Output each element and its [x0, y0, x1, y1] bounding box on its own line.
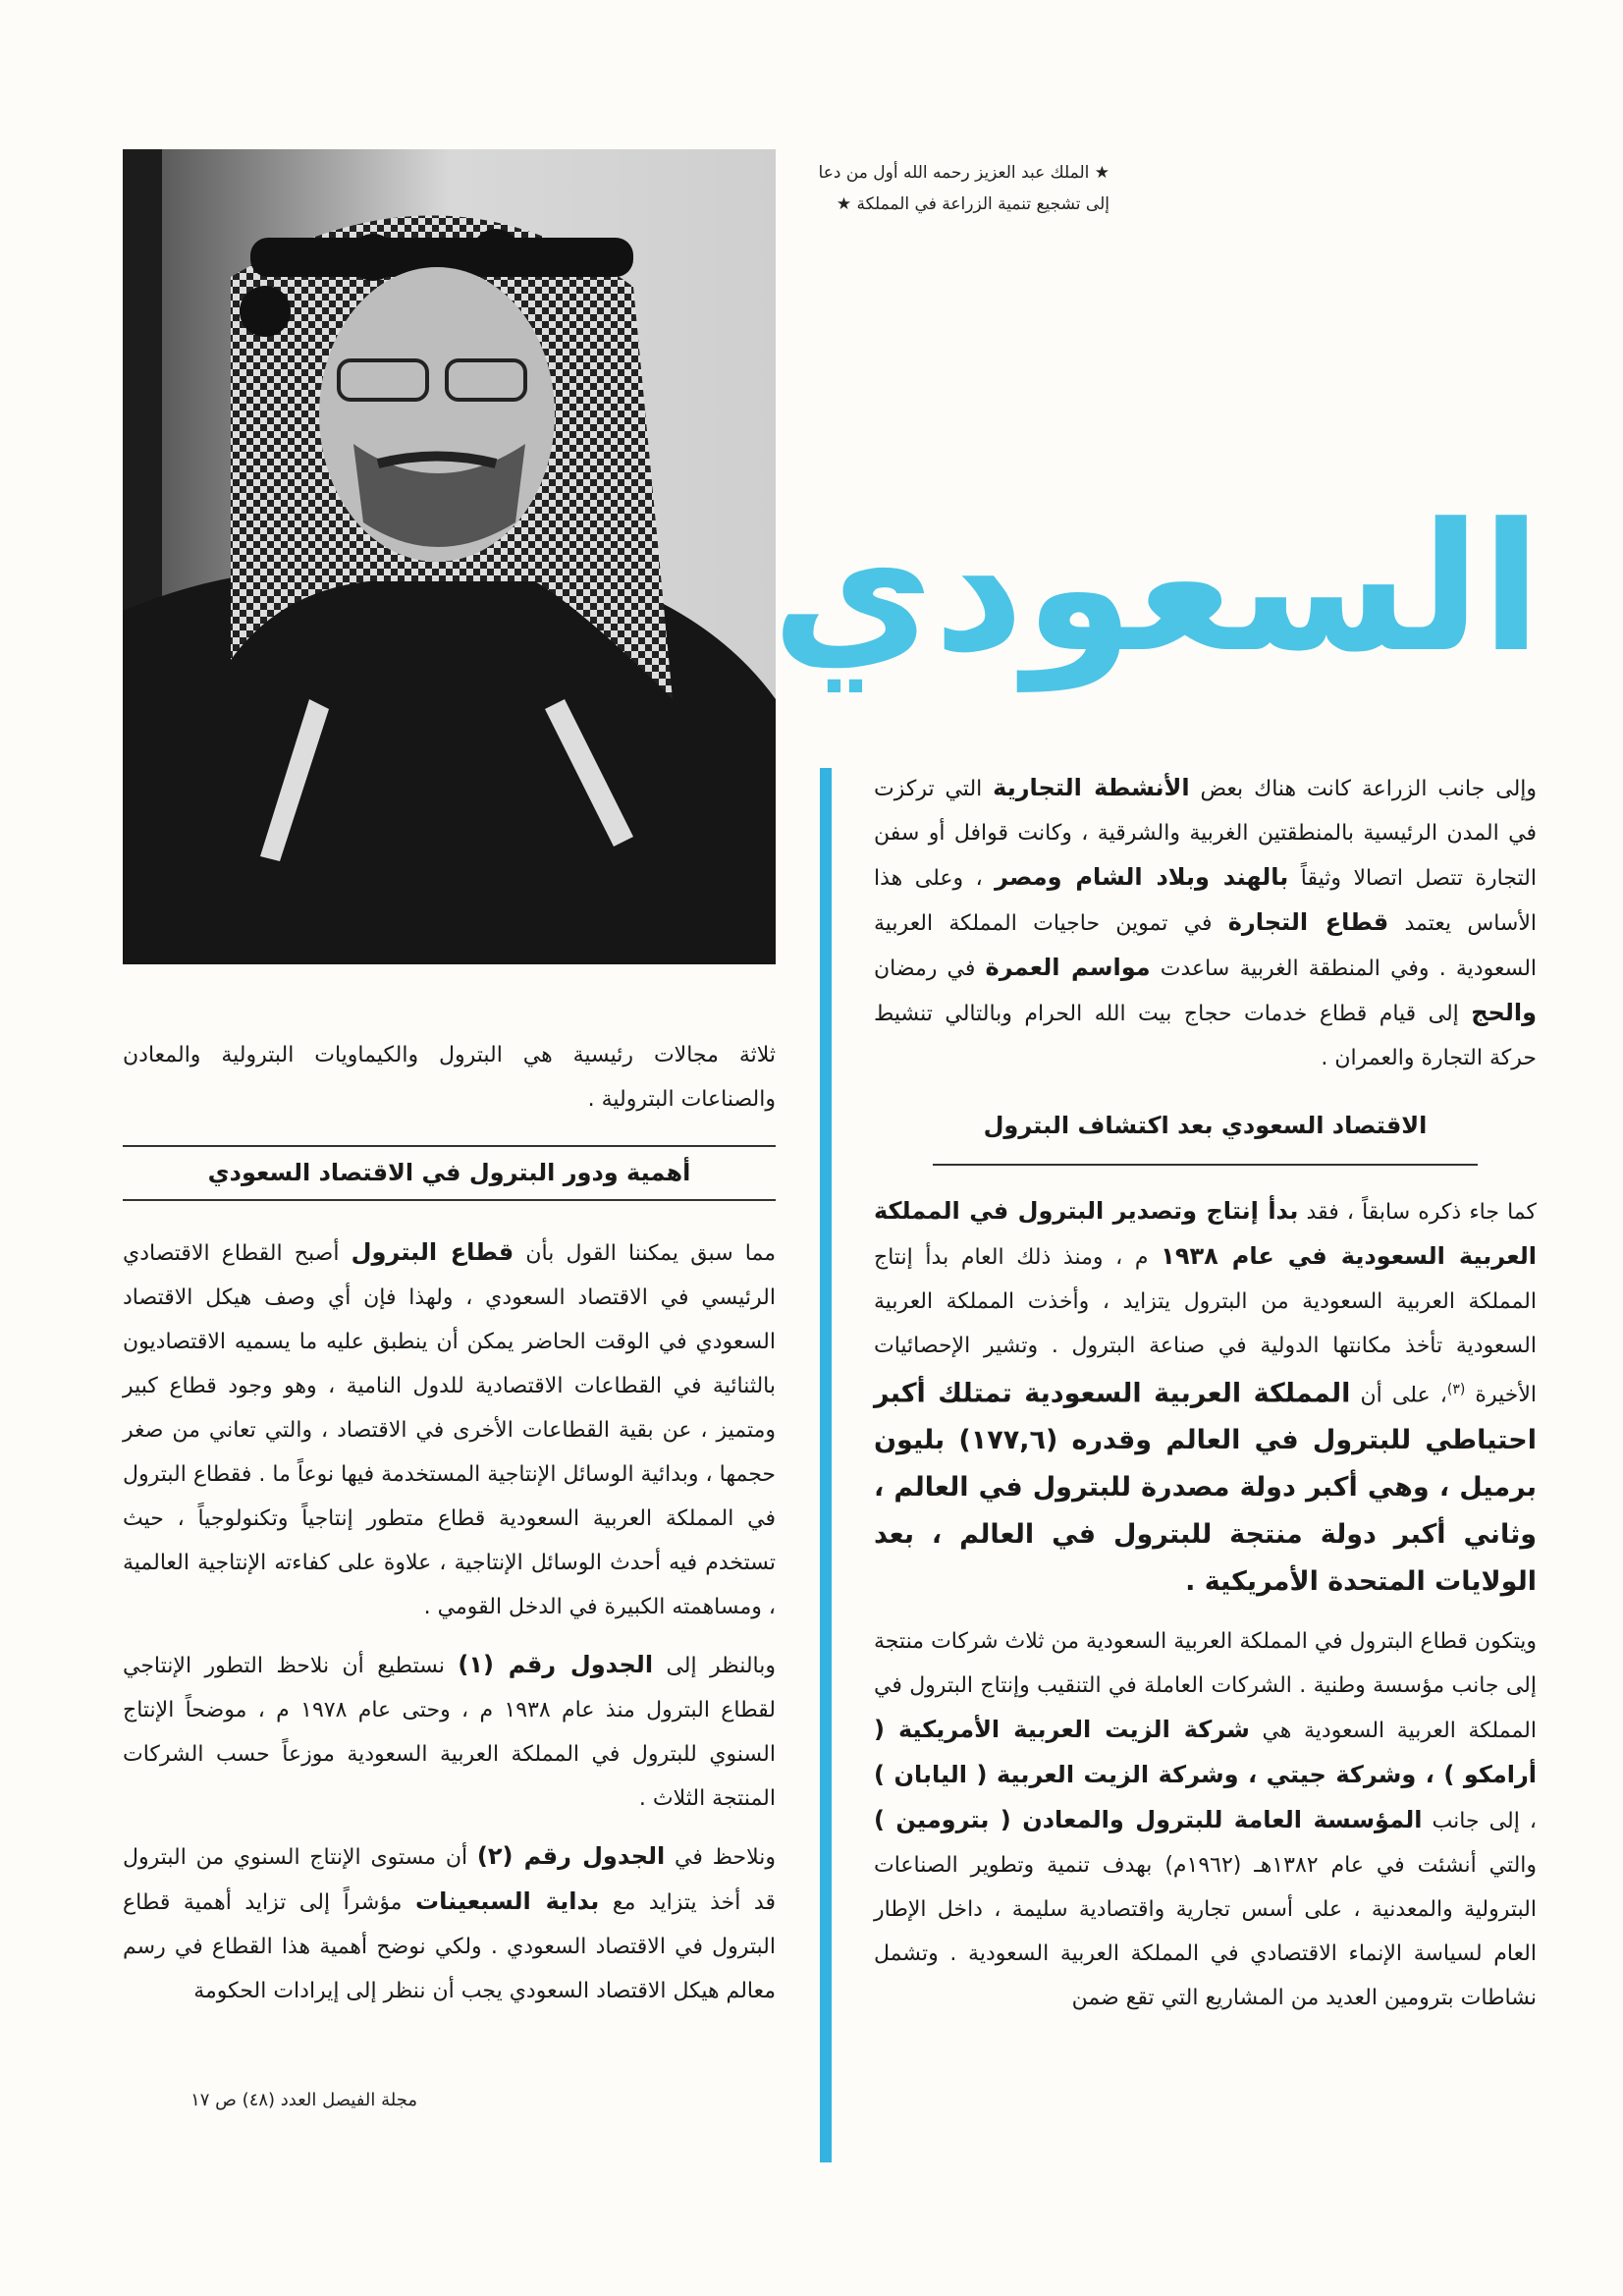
body-text: إلى قيام قطاع خدمات حجاج بيت الله الحرام وبالتالي تنشيط حركة التجارة والعمران . — [874, 1002, 1537, 1070]
body-text: نستطيع أن نلاحظ التطور الإنتاجي لقطاع البترول منذ عام ١٩٣٨ م ، وحتى عام ١٩٧٨ م ، موضحاً الإنتاج السنوي للبترول في المملكة العربية السعودية موزعاً حسب الشركات المنتجة الثلاث . — [123, 1654, 777, 1811]
emphasized-text: قطاع التجارة — [1227, 908, 1389, 936]
emphasized-text: المؤسسة العامة للبترول والمعادن ( بترومين ) — [874, 1806, 1423, 1834]
body-text: م ، ومنذ ذلك العام بدأ إنتاج المملكة العربية السعودية من البترول يتزايد ، وأخذت المملكة العربية السعودية تأخذ مكانتها الدولية في صناعة البترول . وتشير الإحصائيات الأخيرة — [874, 1245, 1537, 1408]
body-text: والتي أنشئت في عام ١٣٨٢هـ (١٩٦٢م) بهدف تنمية وتطوير الصناعات البترولية والمعدنية ، على أسس تجارية واقتصادية سليمة ، داخل الإطار العام لسياسة الإنماء الاقتصادي في المملكة العربية السعودية . وتشمل نشاطات بترومين العديد من المشاريع التي تقع ضمن — [874, 1853, 1538, 2011]
emphasized-text: مواسم العمرة — [985, 954, 1151, 981]
left-column — [123, 1033, 776, 2013]
right-column — [874, 766, 1537, 2034]
paragraph-oil-sector — [123, 1230, 776, 1629]
body-text: في رمضان — [874, 957, 986, 981]
paragraph-oil-companies — [874, 1619, 1537, 2020]
photo-caption — [795, 157, 1109, 220]
body-text: وإلى جانب الزراعة كانت هناك بعض — [1189, 777, 1538, 801]
paragraph-oil-production — [874, 1189, 1537, 1606]
oil-intro — [874, 1197, 1537, 1408]
body-text: مما سبق يمكننا القول بأن — [514, 1241, 777, 1266]
emphasized-text: الجدول رقم (٢) — [476, 1842, 666, 1870]
emphasized-text: الأنشطة التجارية — [993, 774, 1190, 801]
oil-reserves-statement: المملكة العربية السعودية تمتلك أكبر احتياطي للبترول في العالم وقدره (١٧٧,٦) بليون برميل ، وهي أكبر دولة مصدرة للبترول في العالم ، وثاني أكبر دولة منتجة للبترول في العالم ، بعد الولايات المتحدة الأمريكية . — [874, 1378, 1537, 1598]
body-text: أصبح القطاع الاقتصادي الرئيسي في الاقتصاد السعودي ، ولهذا فإن أي وصف هيكل الاقتصاد السعودي في الوقت الحاضر يمكن أن ينطبق عليه ما يسميه الاقتصاديون بالثنائية في القطاعات الاقتصادية للدول النامية ، وهو وجود قطاع كبير ومتميز ، عن بقية القطاعات الأخرى في الاقتصاد ، والتي تعاني من صغر حجمها ، وبدائية الوسائل الإنتاجية المستخدمة فيها نوعاً ما . فقطاع البترول في المملكة العربية السعودية قطاع متطور إنتاجياً وتكنولوجياً ، حيث تستخدم فيه أحدث الوسائل الإنتاجية ، علاوة على كفاءته الإنتاجية العالمية ، ومساهمته الكبيرة في الدخل القومي . — [123, 1241, 776, 1619]
portrait-photo — [123, 149, 776, 964]
caption-line-2: إلى تشجيع تنمية الزراعة في المملكة ★ — [836, 194, 1109, 214]
article-title: السعودي — [771, 486, 1542, 691]
body-text: كما جاء ذكره سابقاً ، فقد — [1298, 1200, 1537, 1225]
paragraph-three-fields: ثلاثة مجالات رئيسية هي البترول والكيماويات البترولية والمعادن والصناعات البترولية . — [123, 1043, 776, 1112]
body-text: ويتكون قطاع البترول في المملكة العربية السعودية من ثلاث شركات منتجة إلى جانب مؤسسة وطنية . الشركات العاملة في التنقيب وإنتاج البترول في المملكة العربية السعودية هي — [874, 1629, 1537, 1744]
paragraph-trade — [874, 766, 1537, 1080]
emphasized-text: بدأ إنتاج وتصدير البترول في المملكة العربية السعودية في عام ١٩٣٨ — [874, 1197, 1537, 1270]
body-text: مؤشراً إلى تزايد أهمية قطاع البترول في الاقتصاد السعودي . ولكي نوضح أهمية هذا القطاع في رسم معالم هيكل الاقتصاد السعودي يجب أن ننظر إلى إيرادات الحكومة — [123, 1890, 776, 2003]
reference-note: (٣) — [1446, 1382, 1466, 1397]
heading-rule — [933, 1164, 1478, 1166]
emphasized-text: بالهند وبلاد الشام ومصر — [995, 863, 1289, 891]
body-text: وبالنظر إلى — [653, 1654, 776, 1678]
body-text: ونلاحظ في — [665, 1845, 776, 1870]
oil-mid: ، على أن — [1350, 1383, 1447, 1408]
emphasized-text: بداية السبعينات — [415, 1887, 600, 1915]
emphasized-text: شركة الزيت العربية الأمريكية ( أرامكو ) ، وشركة جيتي ، وشركة الزيت العربية ( اليابان ) — [874, 1716, 1537, 1789]
body-text: في تموين حاجيات المملكة العربية السعودية . وفي المنطقة الغربية ساعدت — [874, 911, 1538, 981]
section-heading-oil-role: أهمية ودور البترول في الاقتصاد السعودي — [207, 1159, 691, 1186]
caption-line-1: ★ الملك عبد العزيز رحمه الله أول من دعا — [818, 163, 1109, 183]
section-heading-box — [123, 1145, 776, 1201]
emphasized-text: قطاع البترول — [351, 1238, 514, 1266]
body-text: ، إلى جانب — [1422, 1809, 1538, 1834]
paragraph-table-2 — [123, 1834, 776, 2013]
emphasized-text: والحج — [1471, 999, 1537, 1026]
portrait-image — [123, 149, 776, 964]
accent-bar — [820, 768, 832, 2162]
emphasized-text: الجدول رقم (١) — [458, 1651, 654, 1678]
paragraph-table-1 — [123, 1643, 776, 1821]
body-text: ، وعلى هذا الأساس يعتمد — [874, 866, 1537, 936]
section-heading-after-oil: الاقتصاد السعودي بعد اكتشاف البترول — [983, 1112, 1428, 1139]
body-text: التي تركزت في المدن الرئيسية بالمنطقتين الغربية والشرقية ، وكانت قوافل أو سفن التجارة تتصل اتصالا وثيقاً — [874, 777, 1538, 891]
page-footer: مجلة الفيصل العدد (٤٨) ص ١٧ — [190, 2090, 417, 2110]
body-text: أن مستوى الإنتاج السنوي من البترول قد أخذ يتزايد مع — [123, 1845, 777, 1915]
